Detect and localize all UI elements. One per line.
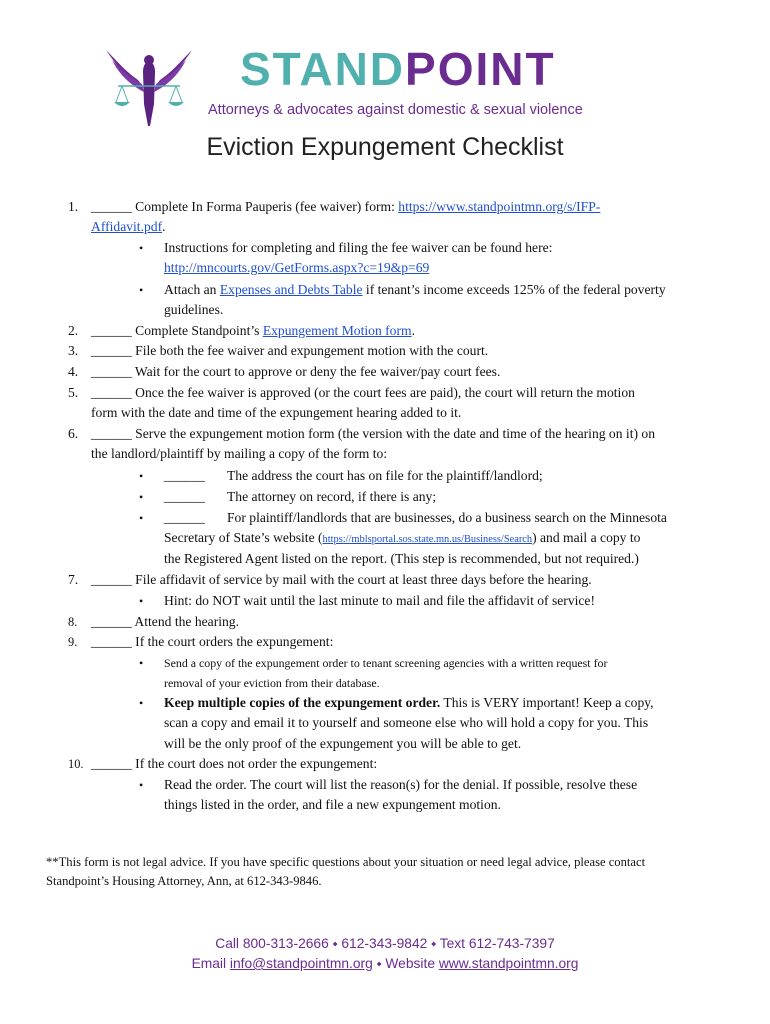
bullet-6a-text: The address the court has on file for the plaintiff/landlord; — [227, 468, 543, 483]
bullet: • — [139, 656, 144, 670]
bullet: • — [139, 490, 144, 504]
bullet: • — [139, 696, 144, 710]
bullet-6b-blank: ______ — [164, 489, 205, 504]
bullet-9b-line-2: scan a copy and email it to yourself and someone else who will hold a copy for you. This — [164, 715, 649, 730]
bullet-6a-blank: ______ — [164, 468, 205, 483]
disclaimer-line-2: Standpoint’s Housing Attorney, Ann, at 612-343-9846. — [46, 874, 322, 888]
bullet-6b-text: The attorney on record, if there is any; — [227, 489, 437, 504]
bullet-9b-line-1: Keep multiple copies of the expungement order. This is VERY important! Keep a copy, — [164, 695, 654, 710]
item-number: 5. — [68, 385, 79, 400]
bullet-6c-line-1: For plaintiff/landlords that are businesses, do a business search on the Minnesota — [227, 510, 667, 525]
email-link[interactable]: info@standpointmn.org — [229, 956, 373, 971]
item-number: 4. — [68, 364, 79, 379]
item-number: 9. — [68, 635, 78, 649]
item-number: 3. — [68, 343, 79, 358]
item-5-line-1: ______ Once the fee waiver is approved (or the court fees are paid), the court will return the motion — [91, 385, 635, 400]
expenses-debts-table-link[interactable]: Expenses and Debts Table — [219, 282, 363, 297]
bullet-1a-line-1: Instructions for completing and filing the fee waiver can be found here: — [164, 240, 553, 255]
item-9: ______ If the court orders the expungement: — [91, 634, 334, 649]
bullet-1b-line-1: Attach an Expenses and Debts Table if tenant’s income exceeds 125% of the federal poverty — [164, 282, 666, 297]
tagline: Attorneys & advocates against domestic & sexual violence — [208, 102, 583, 118]
standpoint-logo-icon — [104, 44, 194, 130]
item-3: ______ File both the fee waiver and expungement motion with the court. — [91, 343, 489, 358]
item-5-line-2: form with the date and time of the expungement hearing added to it. — [91, 405, 462, 420]
bullet-6c-blank: ______ — [164, 510, 205, 525]
bullet-6c-line-2: Secretary of State’s website (https://mblsportal.sos.state.mn.us/Business/Search) and mail a copy to — [164, 530, 641, 545]
item-number: 2. — [68, 323, 79, 338]
contact-phones: Call 800-313-2666 ⬩ 612-343-9842 ⬩ Text 612-743-7397 — [215, 936, 555, 951]
item-1-line-1: ______ Complete In Forma Pauperis (fee waiver) form: https://www.standpointmn.org/s/IFP- — [91, 199, 601, 214]
mn-sos-business-search-link[interactable]: https://mblsportal.sos.state.mn.us/Business/Search — [322, 534, 533, 545]
bullet: • — [139, 241, 144, 255]
disclaimer-line-1: **This form is not legal advice. If you have specific questions about your situation or need legal advice, please contact — [46, 855, 646, 869]
item-number: 6. — [68, 426, 79, 441]
item-number: 7. — [68, 572, 79, 587]
bullet-7a: Hint: do NOT wait until the last minute to mail and file the affidavit of service! — [164, 593, 595, 608]
bullet: • — [139, 594, 144, 608]
bullet-9b-line-3: will be the only proof of the expungement you will be able to get. — [164, 736, 522, 751]
item-10: ______ If the court does not order the expungement: — [91, 756, 378, 771]
mncourts-forms-link[interactable]: http://mncourts.gov/GetForms.aspx?c=19&p=69 — [164, 260, 430, 275]
bullet: • — [139, 511, 144, 525]
page-title: Eviction Expungement Checklist — [206, 133, 564, 161]
bullet-6c-line-3: the Registered Agent listed on the report. (This step is recommended, but not required.) — [164, 551, 639, 566]
ifp-affidavit-link[interactable]: https://www.standpointmn.org/s/IFP- — [398, 199, 601, 214]
bullet: • — [139, 469, 144, 483]
contact-email-website: Email info@standpointmn.org ⬩ Website www.standpointmn.org — [191, 956, 579, 971]
bullet: • — [139, 283, 144, 297]
brand-wordmark — [240, 43, 556, 95]
ifp-affidavit-link-cont[interactable]: Affidavit.pdf — [91, 219, 163, 234]
bullet: • — [139, 778, 144, 792]
bullet-10a-line-2: things listed in the order, and file a new expungement motion. — [164, 797, 501, 812]
bullet-9a-line-1: Send a copy of the expungement order to tenant screening agencies with a written request for — [164, 656, 608, 670]
item-number: 10. — [68, 757, 84, 771]
bullet-1a-line-2 — [164, 258, 429, 278]
bullet-1b-line-2: guidelines. — [164, 302, 224, 317]
brand-part-1: STAND — [240, 43, 406, 95]
item-number: 8. — [68, 615, 78, 629]
bullet-10a-line-1: Read the order. The court will list the reason(s) for the denial. If possible, resolve these — [164, 777, 638, 792]
item-6-line-1: ______ Serve the expungement motion form (the version with the date and time of the hearing on it) on — [91, 426, 656, 441]
item-6-line-2: the landlord/plaintiff by mailing a copy of the form to: — [91, 446, 388, 461]
expungement-motion-form-link[interactable]: Expungement Motion form — [262, 323, 412, 338]
item-1-line-2: Affidavit.pdf. — [91, 219, 166, 234]
item-number: 1. — [68, 199, 79, 214]
bullet-9a-line-2: removal of your eviction from their database. — [164, 676, 380, 690]
brand-part-2: POINT — [405, 43, 556, 95]
item-8: ______ Attend the hearing. — [91, 614, 239, 629]
item-4: ______ Wait for the court to approve or deny the fee waiver/pay court fees. — [91, 364, 501, 379]
item-7: ______ File affidavit of service by mail with the court at least three days before the hearing. — [91, 572, 592, 587]
item-2: ______ Complete Standpoint’s Expungement Motion form. — [91, 323, 415, 338]
website-link[interactable]: www.standpointmn.org — [438, 956, 579, 971]
